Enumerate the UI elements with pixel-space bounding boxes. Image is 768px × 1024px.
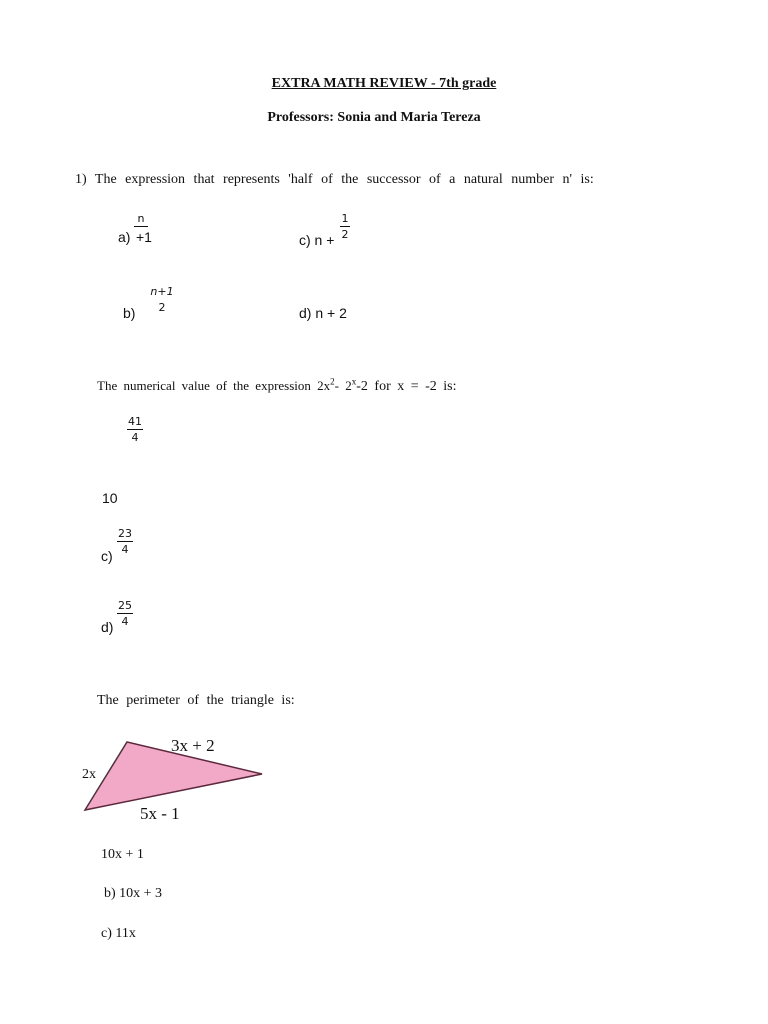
q1-option-c-denominator: 2 xyxy=(341,228,349,241)
triangle-figure xyxy=(76,728,270,824)
q1-option-a-fraction xyxy=(134,212,148,241)
fraction-bar xyxy=(117,613,133,614)
q2-option-a-denominator: 4 xyxy=(131,431,139,444)
fraction-bar xyxy=(134,226,148,227)
q2-text-before: The numerical value of the expression 2x xyxy=(97,378,331,393)
q2-option-d-prefix: d) xyxy=(101,619,114,635)
fraction-bar xyxy=(117,541,133,542)
question-3-text: The perimeter of the triangle is: xyxy=(97,693,295,708)
q2-option-c-prefix: c) xyxy=(101,548,113,564)
q1-option-c-numerator: 1 xyxy=(341,212,349,225)
q1-option-a-numerator: n xyxy=(137,212,145,225)
q1-option-a-prefix: a) xyxy=(118,229,131,245)
q1-option-d: d) n + 2 xyxy=(299,305,347,321)
q2-option-d-fraction xyxy=(117,599,133,628)
q3-option-c: c) 11x xyxy=(101,926,136,941)
side-label-left: 2x xyxy=(82,767,96,782)
fraction-bar xyxy=(127,429,143,430)
q2-option-b: 10 xyxy=(102,490,118,506)
q1-option-b-denominator: 2 xyxy=(158,301,166,314)
q3-option-a: 10x + 1 xyxy=(101,847,144,862)
page-title: EXTRA MATH REVIEW - 7th grade xyxy=(271,76,497,91)
q1-option-b-prefix: b) xyxy=(123,305,136,321)
q1-option-b-numerator: n+1 xyxy=(150,285,174,298)
q2-option-c-denominator: 4 xyxy=(121,543,129,556)
q2-text-after: -2 for x = -2 is: xyxy=(356,379,457,394)
q1-option-b-fraction xyxy=(148,285,176,314)
q2-superscript-1: 2 xyxy=(330,376,335,387)
side-label-bottom: 5x - 1 xyxy=(140,804,180,823)
q2-option-a-numerator: 41 xyxy=(128,415,142,428)
question-2-text xyxy=(97,378,457,395)
side-label-top: 3x + 2 xyxy=(171,736,215,755)
q2-option-c-numerator: 23 xyxy=(118,527,132,540)
q2-text-mid: - 2 xyxy=(334,378,352,393)
q2-option-d-numerator: 25 xyxy=(118,599,132,612)
fraction-bar xyxy=(148,299,176,300)
q2-option-d-denominator: 4 xyxy=(121,615,129,628)
question-1-text: 1) The expression that represents 'half of the successor of a natural number n' is: xyxy=(75,172,594,187)
q2-option-a-fraction xyxy=(127,415,143,444)
q3-option-b: b) 10x + 3 xyxy=(104,886,163,901)
q2-option-c-fraction xyxy=(117,527,133,556)
q1-option-c-fraction xyxy=(340,212,350,241)
page-subtitle: Professors: Sonia and Maria Tereza xyxy=(267,110,481,125)
q1-option-c-prefix: c) n + xyxy=(299,232,335,248)
fraction-bar xyxy=(340,226,350,227)
q2-superscript-2: x xyxy=(351,376,357,387)
q1-option-a-text: +1 xyxy=(136,229,152,245)
